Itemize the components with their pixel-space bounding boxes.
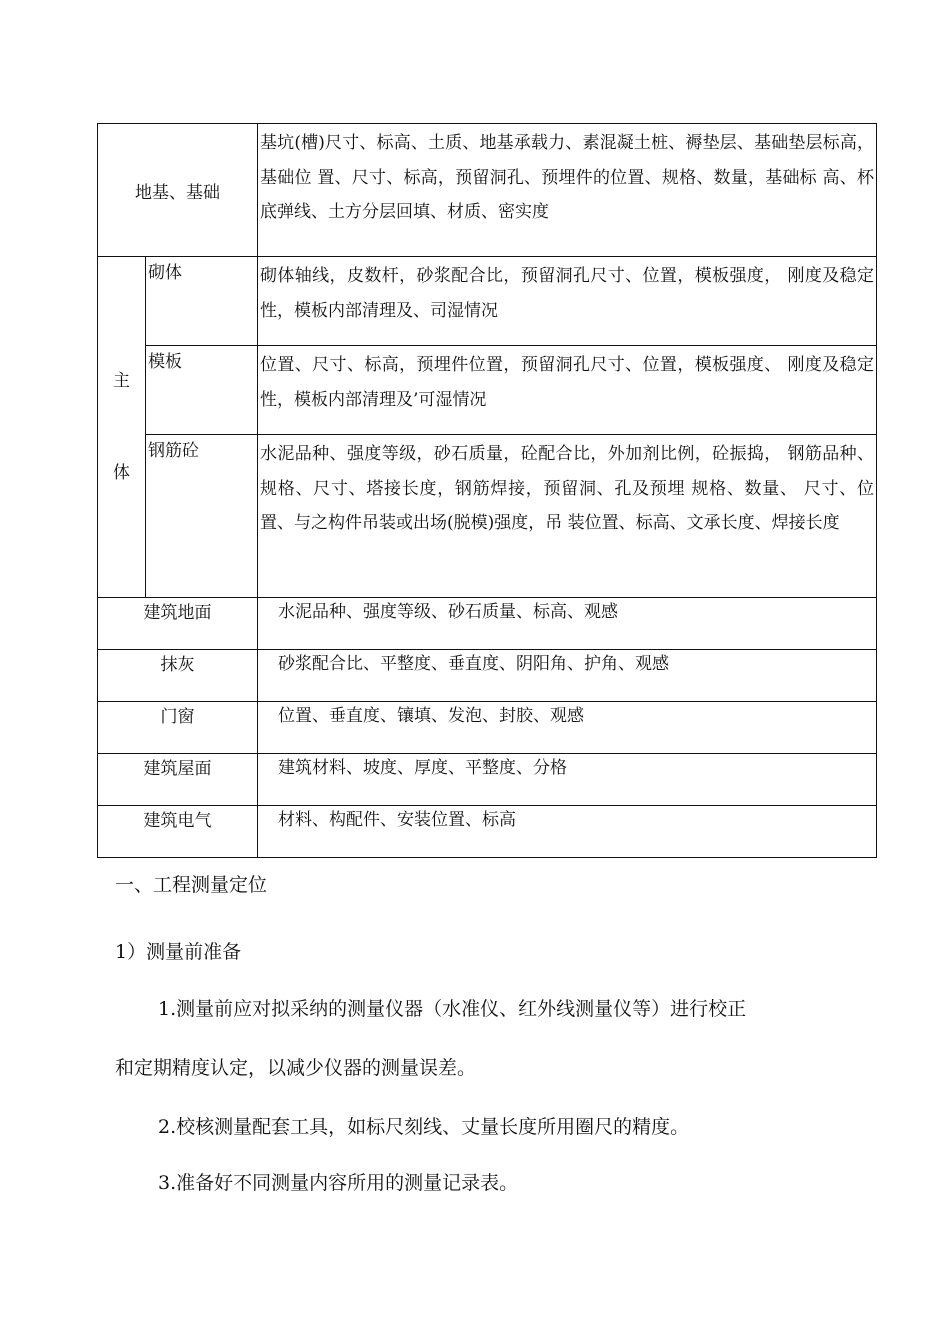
formwork-label: 模板 (146, 346, 258, 435)
foundation-content: 基坑(槽)尺寸、标高、土质、地基承载力、素混凝土桩、褥垫层、基础垫层标高，基础位 置、尺寸、标高，预留洞孔、预埋件的位置、规格、数量，基础标 高、杯底弹线、土方分层回填、材质、密实度 (258, 124, 877, 257)
item-1-line-2: 和定期精度认定，以减少仪器的测量误差。 (115, 1057, 477, 1079)
item-1-line-1: 1.测量前应对拟采纳的测量仪器（水准仪、红外线测量仪等）进行校正 (158, 998, 747, 1020)
table-row-formwork (98, 346, 877, 435)
table-row-roof (98, 754, 877, 806)
reinforced-concrete-label: 钢筋砼 (146, 435, 258, 598)
table-row-doors-windows (98, 702, 877, 754)
foundation-label-text: 地基、基础 (135, 182, 220, 203)
floor-content: 水泥品种、强度等级、砂石质量、标高、观感 (258, 598, 877, 650)
main-structure-label-char-1: 主 (113, 371, 130, 391)
floor-label: 建筑地面 (98, 598, 258, 650)
table-row-foundation (98, 124, 877, 257)
doors-windows-label: 门窗 (98, 702, 258, 754)
roof-label: 建筑屋面 (98, 754, 258, 806)
item-2: 2.校核测量配套工具，如标尺刻线、丈量长度所用圈尺的精度。 (158, 1116, 690, 1138)
plastering-content: 砂浆配合比、平整度、垂直度、阴阳角、护角、观感 (258, 650, 877, 702)
masonry-content: 砌体轴线，皮数杆，砂浆配合比，预留洞孔尺寸、位置，模板强度， 刚度及稳定性，模板内部清理及、司湿情况 (258, 257, 877, 346)
table-row-plastering (98, 650, 877, 702)
doors-windows-content: 位置、垂直度、镶填、发泡、封胶、观感 (258, 702, 877, 754)
foundation-label (98, 124, 258, 257)
section-heading: 一、工程测量定位 (115, 874, 268, 896)
masonry-label: 砌体 (146, 257, 258, 346)
main-structure-label-char-2: 体 (113, 463, 130, 483)
formwork-content: 位置、尺寸、标高，预埋件位置，预留洞孔尺寸、位置，模板强度、 刚度及稳定性，模板内部清理及’可湿情况 (258, 346, 877, 435)
table-row-electrical (98, 806, 877, 858)
electrical-label: 建筑电气 (98, 806, 258, 858)
table-row-floor (98, 598, 877, 650)
roof-content: 建筑材料、坡度、厚度、平整度、分格 (258, 754, 877, 806)
item-3: 3.准备好不同测量内容所用的测量记录表。 (158, 1172, 519, 1194)
section-subheading: 1）测量前准备 (115, 941, 242, 963)
inspection-items-table (97, 123, 877, 858)
reinforced-concrete-content: 水泥品种、强度等级，砂石质量，砼配合比，外加剂比例，砼振捣， 钢筋品种、规格、尺寸、塔接长度，钢筋焊接，预留洞、孔及预埋 规格、数量、 尺寸、位置、与之构件吊装或出场(脱模)强度，吊 装位置、标高、文承长度、焊接长度 (258, 435, 877, 598)
plastering-label: 抹灰 (98, 650, 258, 702)
electrical-content: 材料、构配件、安装位置、标高 (258, 806, 877, 858)
main-structure-label (98, 257, 146, 598)
table-row-masonry (98, 257, 877, 346)
table-row-reinforced-concrete (98, 435, 877, 598)
